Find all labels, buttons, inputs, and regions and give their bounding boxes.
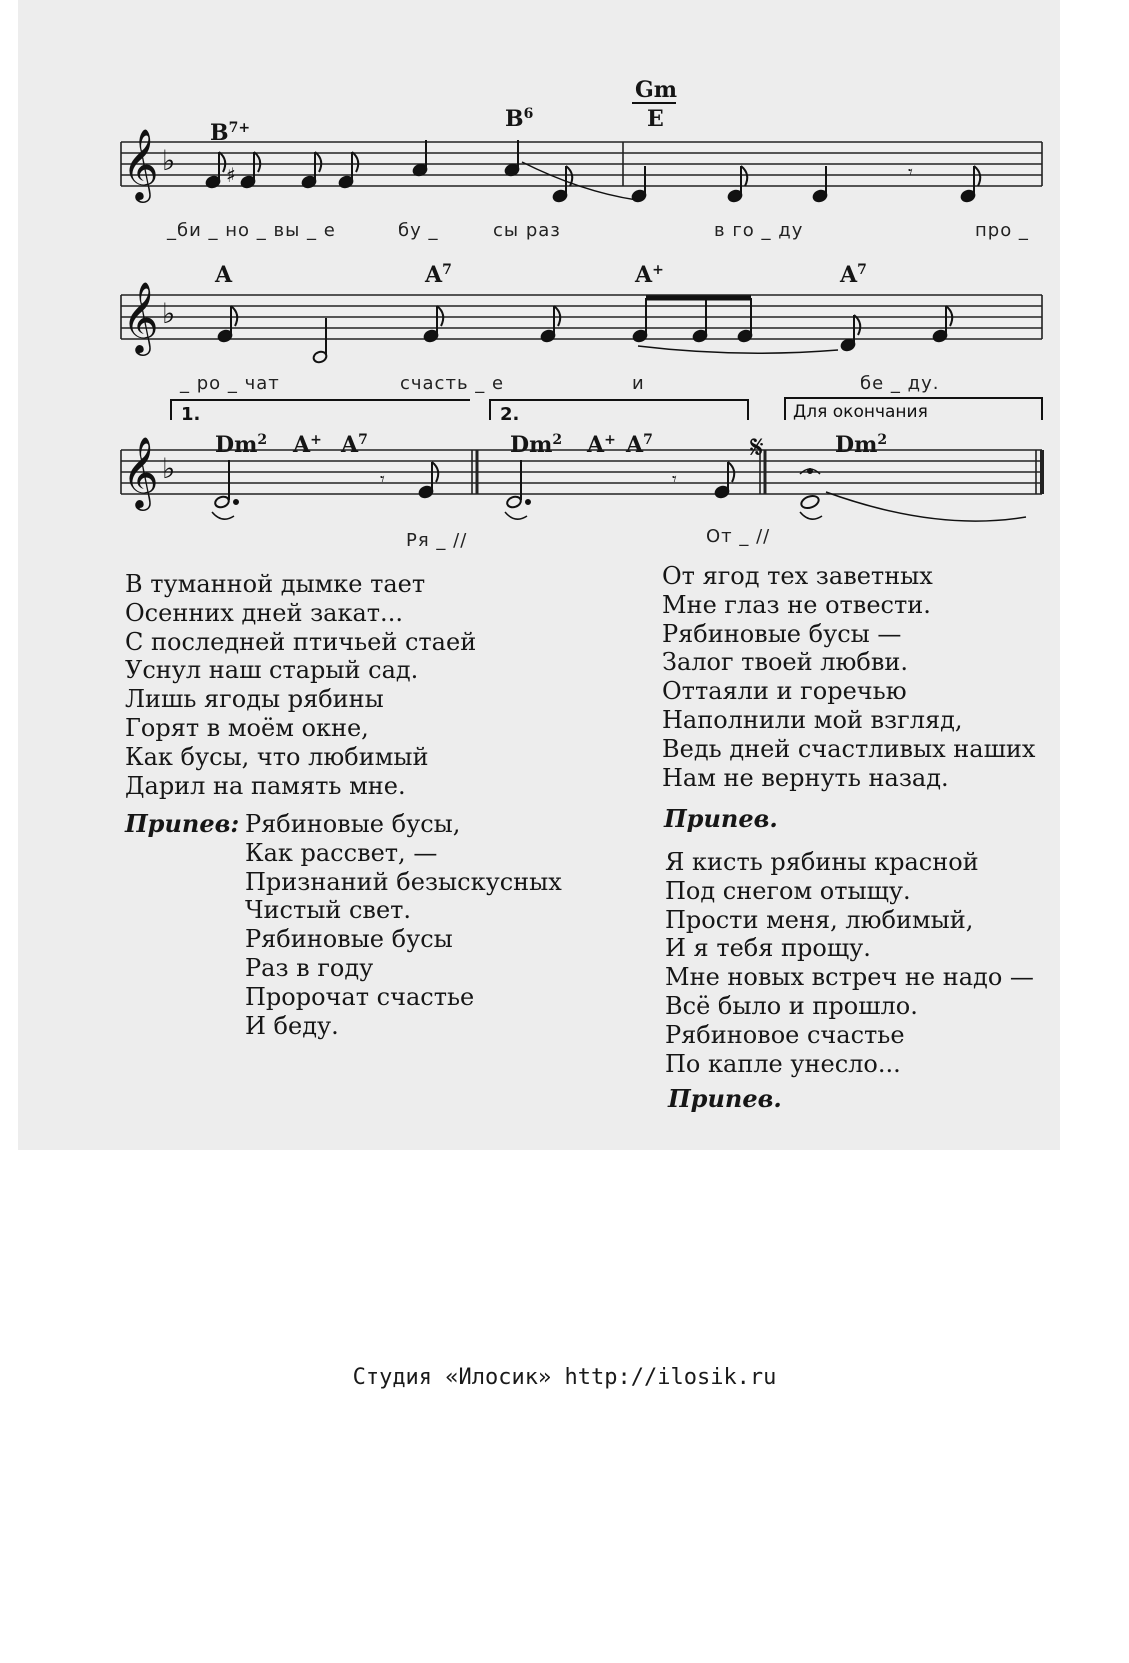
svg-text:𝄾: 𝄾: [672, 469, 677, 490]
chord-1-2: $B^6$: [505, 106, 534, 132]
verse-line: Горят в моём окне,: [125, 713, 369, 742]
sheet-music: [0, 0, 1129, 560]
chord-3-4: Dm$^2$: [510, 432, 563, 458]
chord-2-3: A+: [635, 262, 664, 288]
lyric-3-1: Ря _ //: [406, 530, 468, 551]
lyric-2-2: счасть _ е: [400, 373, 505, 394]
volta-first: 1.: [181, 404, 201, 425]
treble-clef-2: 𝄞: [122, 280, 159, 353]
treble-clef-1: 𝄞: [122, 127, 159, 200]
lyric-2-4: бе _ ду.: [860, 373, 940, 394]
staff-2: [121, 295, 1042, 339]
chord-2-4: $A^7$: [840, 262, 867, 288]
lyric-1-1: _би _ но _ вы _ е: [167, 220, 336, 241]
verse-line: Залог твоей любви.: [662, 648, 908, 677]
footer-credit: Студия «Илосик» http://ilosik.ru: [352, 1365, 777, 1390]
verse-line: Дарил на память мне.: [125, 771, 406, 800]
verse-line: Как бусы, что любимый: [125, 742, 429, 771]
volta-second: 2.: [500, 404, 520, 425]
verse-line: По капле унесло...: [665, 1049, 901, 1078]
verse-line: Наполнили мой взгляд,: [662, 705, 963, 734]
chord-2-1: A: [215, 262, 233, 288]
verse-2: [662, 562, 1035, 792]
refrain-line: Рябиновые бусы,: [245, 810, 461, 838]
verse-3: [665, 848, 1034, 1078]
verse-line: Я кисть рябины красной: [665, 848, 979, 876]
chord-3-1: Dm$^2$: [215, 432, 268, 458]
refrain-line: Раз в году: [245, 953, 374, 982]
chord-3-5: A+: [587, 432, 616, 458]
chord-3-7: Dm$^2$: [835, 432, 888, 458]
refrain-line: Рябиновые бусы: [245, 925, 453, 954]
notes-staff-2: [217, 298, 952, 364]
verse-line: Всё было и прошло.: [665, 991, 918, 1020]
verse-line: И я тебя прощу.: [665, 934, 871, 963]
staff-3: [121, 450, 1042, 494]
refrain-ref-1: Припев.: [664, 804, 778, 833]
lyric-2-3: и: [632, 373, 645, 394]
refrain-line: И беду.: [245, 1011, 339, 1040]
verse-line: Рябиновые бусы —: [662, 619, 902, 648]
chord-1-1: $B^{7+}$: [210, 120, 251, 146]
refrain-line: Чистый свет.: [245, 896, 412, 925]
refrain-label: Припев:: [125, 809, 240, 838]
verse-line: Рябиновое счастье: [665, 1020, 905, 1049]
lyric-2-1: _ ро _ чат: [180, 373, 280, 394]
verse-line: С последней птичьей стаей: [125, 627, 477, 656]
chord-3-2: A+: [293, 432, 322, 458]
svg-text:𝄾: 𝄾: [380, 469, 385, 490]
refrain-ref-2: Припев.: [668, 1084, 782, 1113]
chord-1-3: Gm: [635, 77, 678, 103]
refrain: [245, 810, 562, 1040]
verse-line: Прости меня, любимый,: [665, 905, 974, 934]
verse-line: Нам не вернуть назад.: [662, 763, 949, 792]
lyric-3-2: От _ //: [706, 526, 771, 547]
verse-line: В туманной дымке тает: [125, 570, 426, 598]
lyric-1-3: сы раз: [493, 220, 561, 241]
verse-line: Под снегом отыщу.: [665, 876, 911, 905]
svg-text:𝄾: 𝄾: [908, 162, 913, 183]
svg-text:♯: ♯: [226, 163, 236, 187]
verse-line: Лишь ягоды рябины: [125, 685, 384, 714]
verse-line: Мне новых встреч не надо —: [665, 963, 1034, 992]
verse-line: Оттаяли и горечью: [662, 677, 907, 706]
refrain-line: Пророчат счастье: [245, 982, 475, 1011]
verse-line: Ведь дней счастливых наших: [662, 734, 1036, 763]
refrain-line: Признаний безыскусных: [245, 867, 562, 896]
lyric-1-5: про _: [975, 220, 1029, 241]
staff-1: [121, 142, 1042, 186]
segno-sign: 𝄋: [750, 428, 764, 466]
verse-line: Осенних дней закат...: [125, 598, 403, 627]
treble-clef-3: 𝄞: [122, 435, 159, 508]
verse-line: Мне глаз не отвести.: [662, 590, 931, 619]
notes-staff-1: [205, 140, 980, 203]
chord-3-6: $A^7$: [626, 432, 653, 458]
lyric-1-4: в го _ ду: [714, 220, 804, 241]
verse-line: От ягод тех заветных: [662, 562, 933, 590]
ending-label: Для окончания: [793, 402, 928, 422]
flat-sign-1: ♭: [162, 144, 176, 177]
verse-line: Уснул наш старый сад.: [125, 656, 419, 685]
chord-3-3: $A^7$: [341, 432, 368, 458]
chord-2-2: $A^7$: [425, 262, 452, 288]
flat-sign-3: ♭: [162, 452, 176, 485]
refrain-line: Как рассвет, —: [245, 838, 438, 867]
chord-1-4: E: [647, 106, 664, 132]
flat-sign-2: ♭: [162, 297, 176, 330]
verse-1: [125, 570, 476, 800]
lyric-1-2: бу _: [398, 220, 439, 241]
notes-staff-3: [212, 460, 1026, 521]
